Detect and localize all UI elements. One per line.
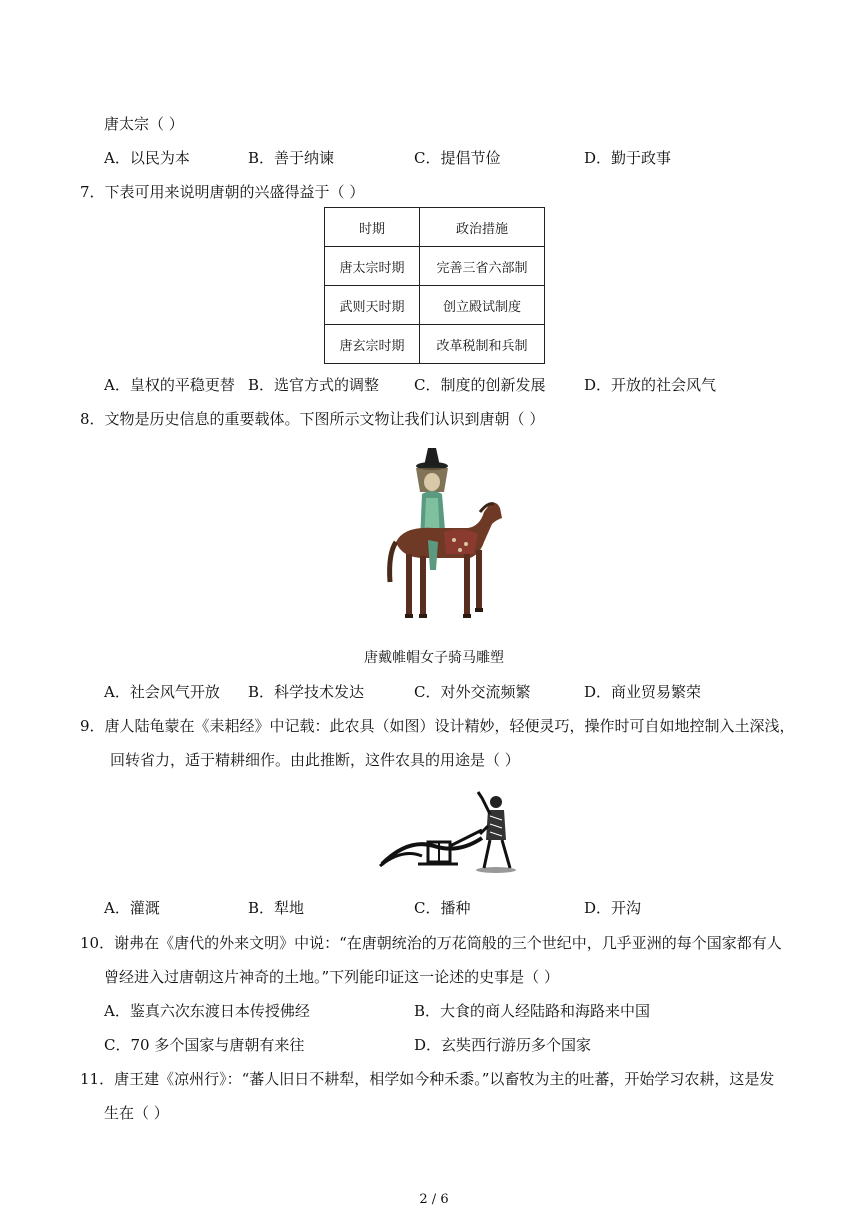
q7-option-b: B．选官方式的调整 xyxy=(248,376,380,394)
table-row xyxy=(325,286,545,325)
q7-option-a: A．皇权的平稳更替 xyxy=(104,376,235,394)
q10-option-b: B．大食的商人经陆路和海路来中国 xyxy=(414,1002,651,1020)
q9-stem-line2: 回转省力，适于精耕细作。由此推断，这件农具的用途是（ ） xyxy=(110,751,520,769)
q6-option-d: D．勤于政事 xyxy=(584,149,672,167)
q8-option-c: C．对外交流频繁 xyxy=(414,683,531,701)
page-number: 2 / 6 xyxy=(419,1192,449,1207)
table-cell: 唐玄宗时期 xyxy=(325,325,420,364)
plough-illustration-image xyxy=(378,786,522,876)
table-cell: 改革税制和兵制 xyxy=(420,325,545,364)
table-header-cell: 政治措施 xyxy=(420,208,545,247)
q11-stem-line1: 11．唐王建《凉州行》：“蕃人旧日不耕犁，相学如今种禾黍。”以畜牧为主的吐蕃，开始学习农耕，这是发 xyxy=(80,1070,775,1088)
table-cell: 唐太宗时期 xyxy=(325,247,420,286)
table-cell: 完善三省六部制 xyxy=(420,247,545,286)
table-cell: 武则天时期 xyxy=(325,286,420,325)
q8-stem: 8．文物是历史信息的重要载体。下图所示文物让我们认识到唐朝（ ） xyxy=(80,410,545,428)
q9-option-a: A．灌溉 xyxy=(104,899,160,917)
q10-option-d: D．玄奘西行游历多个国家 xyxy=(414,1036,592,1054)
q9-option-b: B．犁地 xyxy=(248,899,305,917)
q7-table xyxy=(324,207,545,364)
q7-stem: 7．下表可用来说明唐朝的兴盛得益于（ ） xyxy=(80,183,365,201)
q11-stem-line2: 生在（ ） xyxy=(104,1104,169,1122)
q7-option-d: D．开放的社会风气 xyxy=(584,376,717,394)
q10-stem-line2: 曾经进入过唐朝这片神奇的土地。”下列能印证这一论述的史事是（ ） xyxy=(104,968,559,986)
q6-option-b: B．善于纳谏 xyxy=(248,149,335,167)
q10-option-a: A．鉴真六次东渡日本传授佛经 xyxy=(104,1002,310,1020)
q7-option-c: C．制度的创新发展 xyxy=(414,376,546,394)
table-cell: 创立殿试制度 xyxy=(420,286,545,325)
q6-stem-tail: 唐太宗（ ） xyxy=(104,115,184,133)
q9-stem-line1: 9．唐人陆龟蒙在《耒耜经》中记载：此农具（如图）设计精妙，轻便灵巧，操作时可自如地控制入土深浅， xyxy=(80,717,795,735)
q8-option-d: D．商业贸易繁荣 xyxy=(584,683,702,701)
figure-caption: 唐戴帷帽女子骑马雕塑 xyxy=(364,650,504,666)
table-row xyxy=(325,247,545,286)
q9-option-d: D．开沟 xyxy=(584,899,642,917)
horse-rider-sculpture-image xyxy=(384,442,508,632)
table-header-row xyxy=(325,208,545,247)
table-header-cell: 时期 xyxy=(325,208,420,247)
q10-option-c: C．70 多个国家与唐朝有来往 xyxy=(104,1036,305,1054)
q6-option-c: C．提倡节俭 xyxy=(414,149,501,167)
q10-stem-line1: 10．谢弗在《唐代的外来文明》中说：“在唐朝统治的万花筒般的三个世纪中，几乎亚洲的每个国家都有人 xyxy=(80,934,782,952)
table-row xyxy=(325,325,545,364)
q8-option-b: B．科学技术发达 xyxy=(248,683,365,701)
q8-option-a: A．社会风气开放 xyxy=(104,683,220,701)
q9-option-c: C．播种 xyxy=(414,899,471,917)
q6-option-a: A．以民为本 xyxy=(104,149,190,167)
